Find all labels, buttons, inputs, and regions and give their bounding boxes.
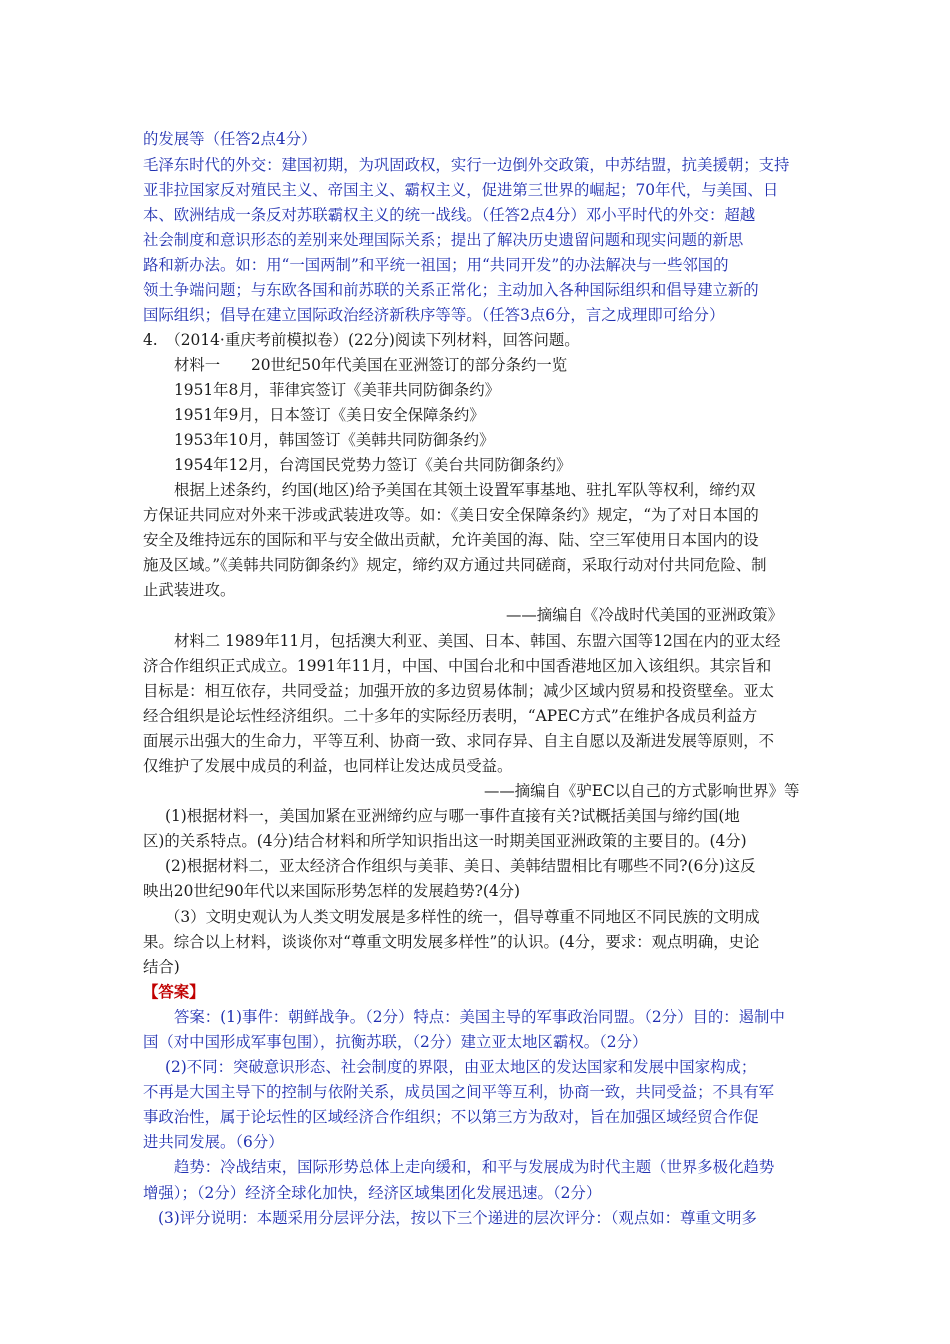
text-line: 材料二 1989年11月，包括澳大利亚、美国、日本、韩国、东盟六国等12国在内的亚太经 — [174, 632, 781, 650]
text-line: 施及区域。”《美韩共同防御条约》规定，缔约双方通过共同磋商，采取行动对付共同危险、制 — [143, 556, 767, 574]
text-line: 目标是：相互依存，共同受益；加强开放的多边贸易体制；减少区域内贸易和投资壁垒。亚太 — [143, 682, 775, 700]
question-part: (2)根据材料二，亚太经济合作组织与美菲、美日、美韩结盟相比有哪些不同?(6分)这反 — [165, 857, 756, 875]
text-line: 领土争端问题；与东欧各国和前苏联的关系正常化；主动加入各种国际组织和倡导建立新的 — [143, 281, 759, 299]
answer-line: (3)评分说明：本题采用分层评分法，按以下三个递进的层次评分：（观点如：尊重文明多 — [158, 1209, 757, 1227]
text-line: 区)的关系特点。(4分)结合材料和所学知识指出这一时期美国亚洲政策的主要目的。(4分) — [143, 832, 747, 850]
source-citation: ——摘编自《冷战时代美国的亚洲政策》 — [506, 606, 784, 624]
answer-line: 趋势：冷战结束，国际形势总体上走向缓和，和平与发展成为时代主题（世界多极化趋势 — [174, 1158, 775, 1176]
answer-line: 进共同发展。（6分） — [143, 1133, 284, 1151]
text-line: 仅维护了发展中成员的利益，也同样让发达成员受益。 — [143, 757, 513, 775]
treaty-item: 1954年12月，台湾国民党势力签订《美台共同防御条约》 — [174, 456, 572, 474]
text-line: 社会制度和意识形态的差别来处理国际关系；提出了解决历史遗留问题和现实问题的新思 — [143, 231, 744, 249]
text-line: 国际组织；倡导在建立国际政治经济新秩序等等。（任答3点6分，言之成理即可给分） — [143, 306, 725, 324]
text-line: 根据上述条约，约国(地区)给予美国在其领土设置军事基地、驻扎军队等权利，缔约双 — [174, 481, 756, 499]
text-line: 面展示出强大的生命力，平等互利、协商一致、求同存异、自主自愿以及渐进发展等原则，不 — [143, 732, 775, 750]
answer-line: 答案：(1)事件：朝鲜战争。（2分）特点：美国主导的军事政治同盟。（2分）目的：遏制中 — [174, 1008, 785, 1026]
text-line: 亚非拉国家反对殖民主义、帝国主义、霸权主义，促进第三世界的崛起；70年代，与美国、日 — [143, 181, 779, 199]
text-line: 路和新办法。如：用“一国两制”和平统一祖国；用“共同开发”的办法解决与一些邻国的 — [143, 256, 729, 274]
source-citation: ——摘编自《驴EC以自己的方式影响世界》等 — [484, 782, 800, 800]
answer-line: 事政治性，属于论坛性的区域经济合作组织；不以第三方为敌对，旨在加强区域经贸合作促 — [143, 1108, 759, 1126]
text-line: 果。综合以上材料，谈谈你对“尊重文明发展多样性”的认识。(4分，要求：观点明确，史论 — [143, 933, 760, 951]
answer-line: (2)不同：突破意识形态、社会制度的界限，由亚太地区的发达国家和发展中国家构成； — [165, 1058, 757, 1076]
answer-line: 不再是大国主导下的控制与依附关系，成员国之间平等互利，协商一致，共同受益；不具有军 — [143, 1083, 775, 1101]
text-line: 方保证共同应对外来干涉或武装进攻等。如：《美日安全保障条约》规定，“为了对日本国的 — [143, 506, 759, 524]
question-part: (1)根据材料一，美国加紧在亚洲缔约应与哪一事件直接有关?试概括美国与缔约国(地 — [165, 807, 740, 825]
text-line: 映出20世纪90年代以来国际形势怎样的发展趋势?(4分) — [143, 882, 521, 900]
text-line: 毛泽东时代的外交：建国初期，为巩固政权，实行一边倒外交政策，中苏结盟，抗美援朝；支持 — [143, 156, 790, 174]
text-line: 结合) — [143, 958, 180, 976]
text-line: 本、欧洲结成一条反对苏联霸权主义的统一战线。（任答2点4分）邓小平时代的外交：超越 — [143, 206, 756, 224]
treaty-item: 1951年9月，日本签订《美日安全保障条约》 — [174, 406, 485, 424]
answer-line: 国（对中国形成军事包围），抗衡苏联，（2分）建立亚太地区霸权。（2分） — [143, 1033, 648, 1051]
text-line: 济合作组织正式成立。1991年11月，中国、中国台北和中国香港地区加入该组织。其宗旨和 — [143, 657, 772, 675]
answer-line: 增强）；（2分）经济全球化加快，经济区域集团化发展迅速。（2分） — [143, 1184, 602, 1202]
text-line: 的发展等（任答2点4分） — [143, 130, 317, 148]
text-line: 安全及维持远东的国际和平与安全做出贡献，允许美国的海、陆、空三军使用日本国内的设 — [143, 531, 759, 549]
question-heading: 4. （2014·重庆考前模拟卷）(22分)阅读下列材料，回答问题。 — [143, 331, 580, 349]
text-line: 经合组织是论坛性经济组织。二十多年的实际经历表明，“APEC方式”在维护各成员利益方 — [143, 707, 758, 725]
treaty-item: 1953年10月，韩国签订《美韩共同防御条约》 — [174, 431, 495, 449]
treaty-item: 1951年8月，菲律宾签订《美菲共同防御条约》 — [174, 381, 500, 399]
answer-heading: 【答案】 — [143, 983, 205, 1001]
text-line: 止武装进攻。 — [143, 581, 236, 599]
material-title: 材料一 20世纪50年代美国在亚洲签订的部分条约一览 — [174, 356, 568, 374]
question-part: （3）文明史观认为人类文明发展是多样性的统一，倡导尊重不同地区不同民族的文明成 — [165, 908, 760, 926]
